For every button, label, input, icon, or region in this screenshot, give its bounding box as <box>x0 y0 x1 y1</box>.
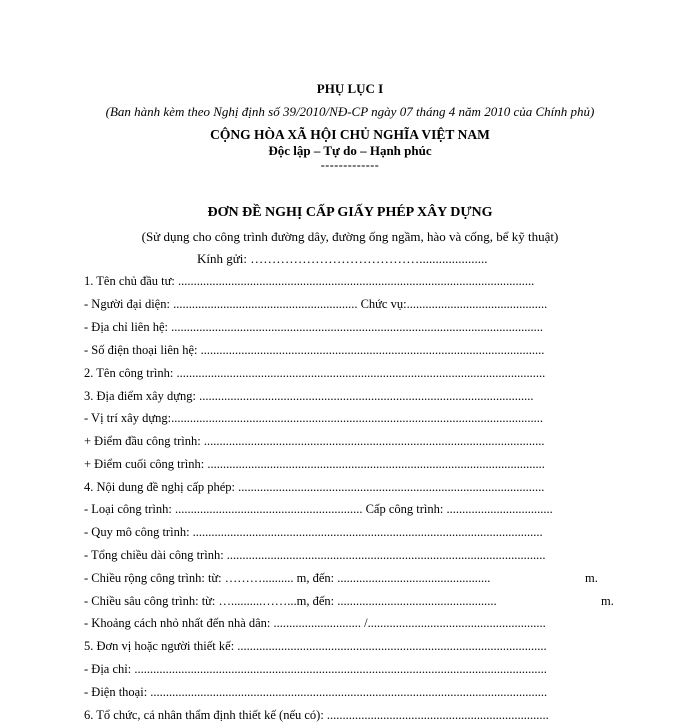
field-project-type: - Loại công trình: ............................................................ Cấp công trình: .................................. <box>84 502 553 516</box>
field-contact-phone: - Số điện thoại liên hệ: .............................................................................................................. <box>84 343 545 357</box>
field-contact-address: - Địa chỉ liên hệ: ....................................................................................................................... <box>84 320 543 334</box>
form-title: ĐƠN ĐỀ NGHỊ CẤP GIẤY PHÉP XÂY DỰNG <box>207 205 493 220</box>
field-width: - Chiều rộng công trình: từ: ……….......... m, đến: ................................................. <box>84 571 491 585</box>
depth-unit: m. <box>601 594 614 608</box>
field-min-distance: - Khoảng cách nhỏ nhất đến nhà dân: ............................ /......................................................... <box>84 616 546 630</box>
field-start-point: + Điểm đầu công trình: ............................................................................................................. <box>84 434 545 448</box>
salutation-line: Kính gửi: …………………………………..................... <box>197 251 488 266</box>
field-project-scale: - Quy mô công trình: ................................................................................................................ <box>84 525 543 539</box>
field-representative: - Người đại diện: ........................................................... Chức vụ:............................................. <box>84 297 548 311</box>
field-end-point: + Điểm cuối công trình: ............................................................................................................ <box>84 457 545 471</box>
field-construction-position: - Vị trí xây dựng:....................................................................................................................... <box>84 411 543 425</box>
field-designer: 5. Đơn vị hoặc người thiết kế: ................................................................................................... <box>84 639 547 653</box>
field-owner-name: 1. Tên chủ đầu tư: .................................................................................................................. <box>84 274 535 288</box>
separator-rule: ------------- <box>320 158 380 172</box>
field-construction-site: 3. Địa điểm xây dựng: ........................................................................................................... <box>84 389 534 403</box>
national-title: CỘNG HÒA XÃ HỘI CHỦ NGHĨA VIỆT NAM <box>210 127 490 142</box>
field-designer-address: - Địa chỉ: .................................................................................................................................... <box>84 662 547 676</box>
field-permit-content: 4. Nội dung đề nghị cấp phép: .................................................................................................. <box>84 480 545 494</box>
width-unit: m. <box>585 571 598 585</box>
field-total-length: - Tổng chiều dài công trình: ...................................................................................................... <box>84 548 546 562</box>
decree-reference: (Ban hành kèm theo Nghị định số 39/2010/NĐ-CP ngày 07 tháng 4 năm 2010 của Chính phủ) <box>105 104 595 119</box>
form-subtitle: (Sử dụng cho công trình đường dây, đường ống ngầm, hào và cống, bể kỹ thuật) <box>141 229 559 244</box>
appendix-heading: PHỤ LỤC I <box>316 81 384 96</box>
field-design-appraiser: 6. Tổ chức, cá nhân thẩm định thiết kế (nếu có): ....................................................................... <box>84 708 549 722</box>
field-designer-phone: - Điện thoại: ............................................................................................................................... <box>84 685 548 699</box>
national-motto: Độc lập – Tự do – Hạnh phúc <box>268 143 432 158</box>
field-depth: - Chiều sâu công trình: từ: …..........……...m, đến: ................................................... <box>84 594 497 608</box>
field-project-name: 2. Tên công trình: ...................................................................................................................... <box>84 366 546 380</box>
